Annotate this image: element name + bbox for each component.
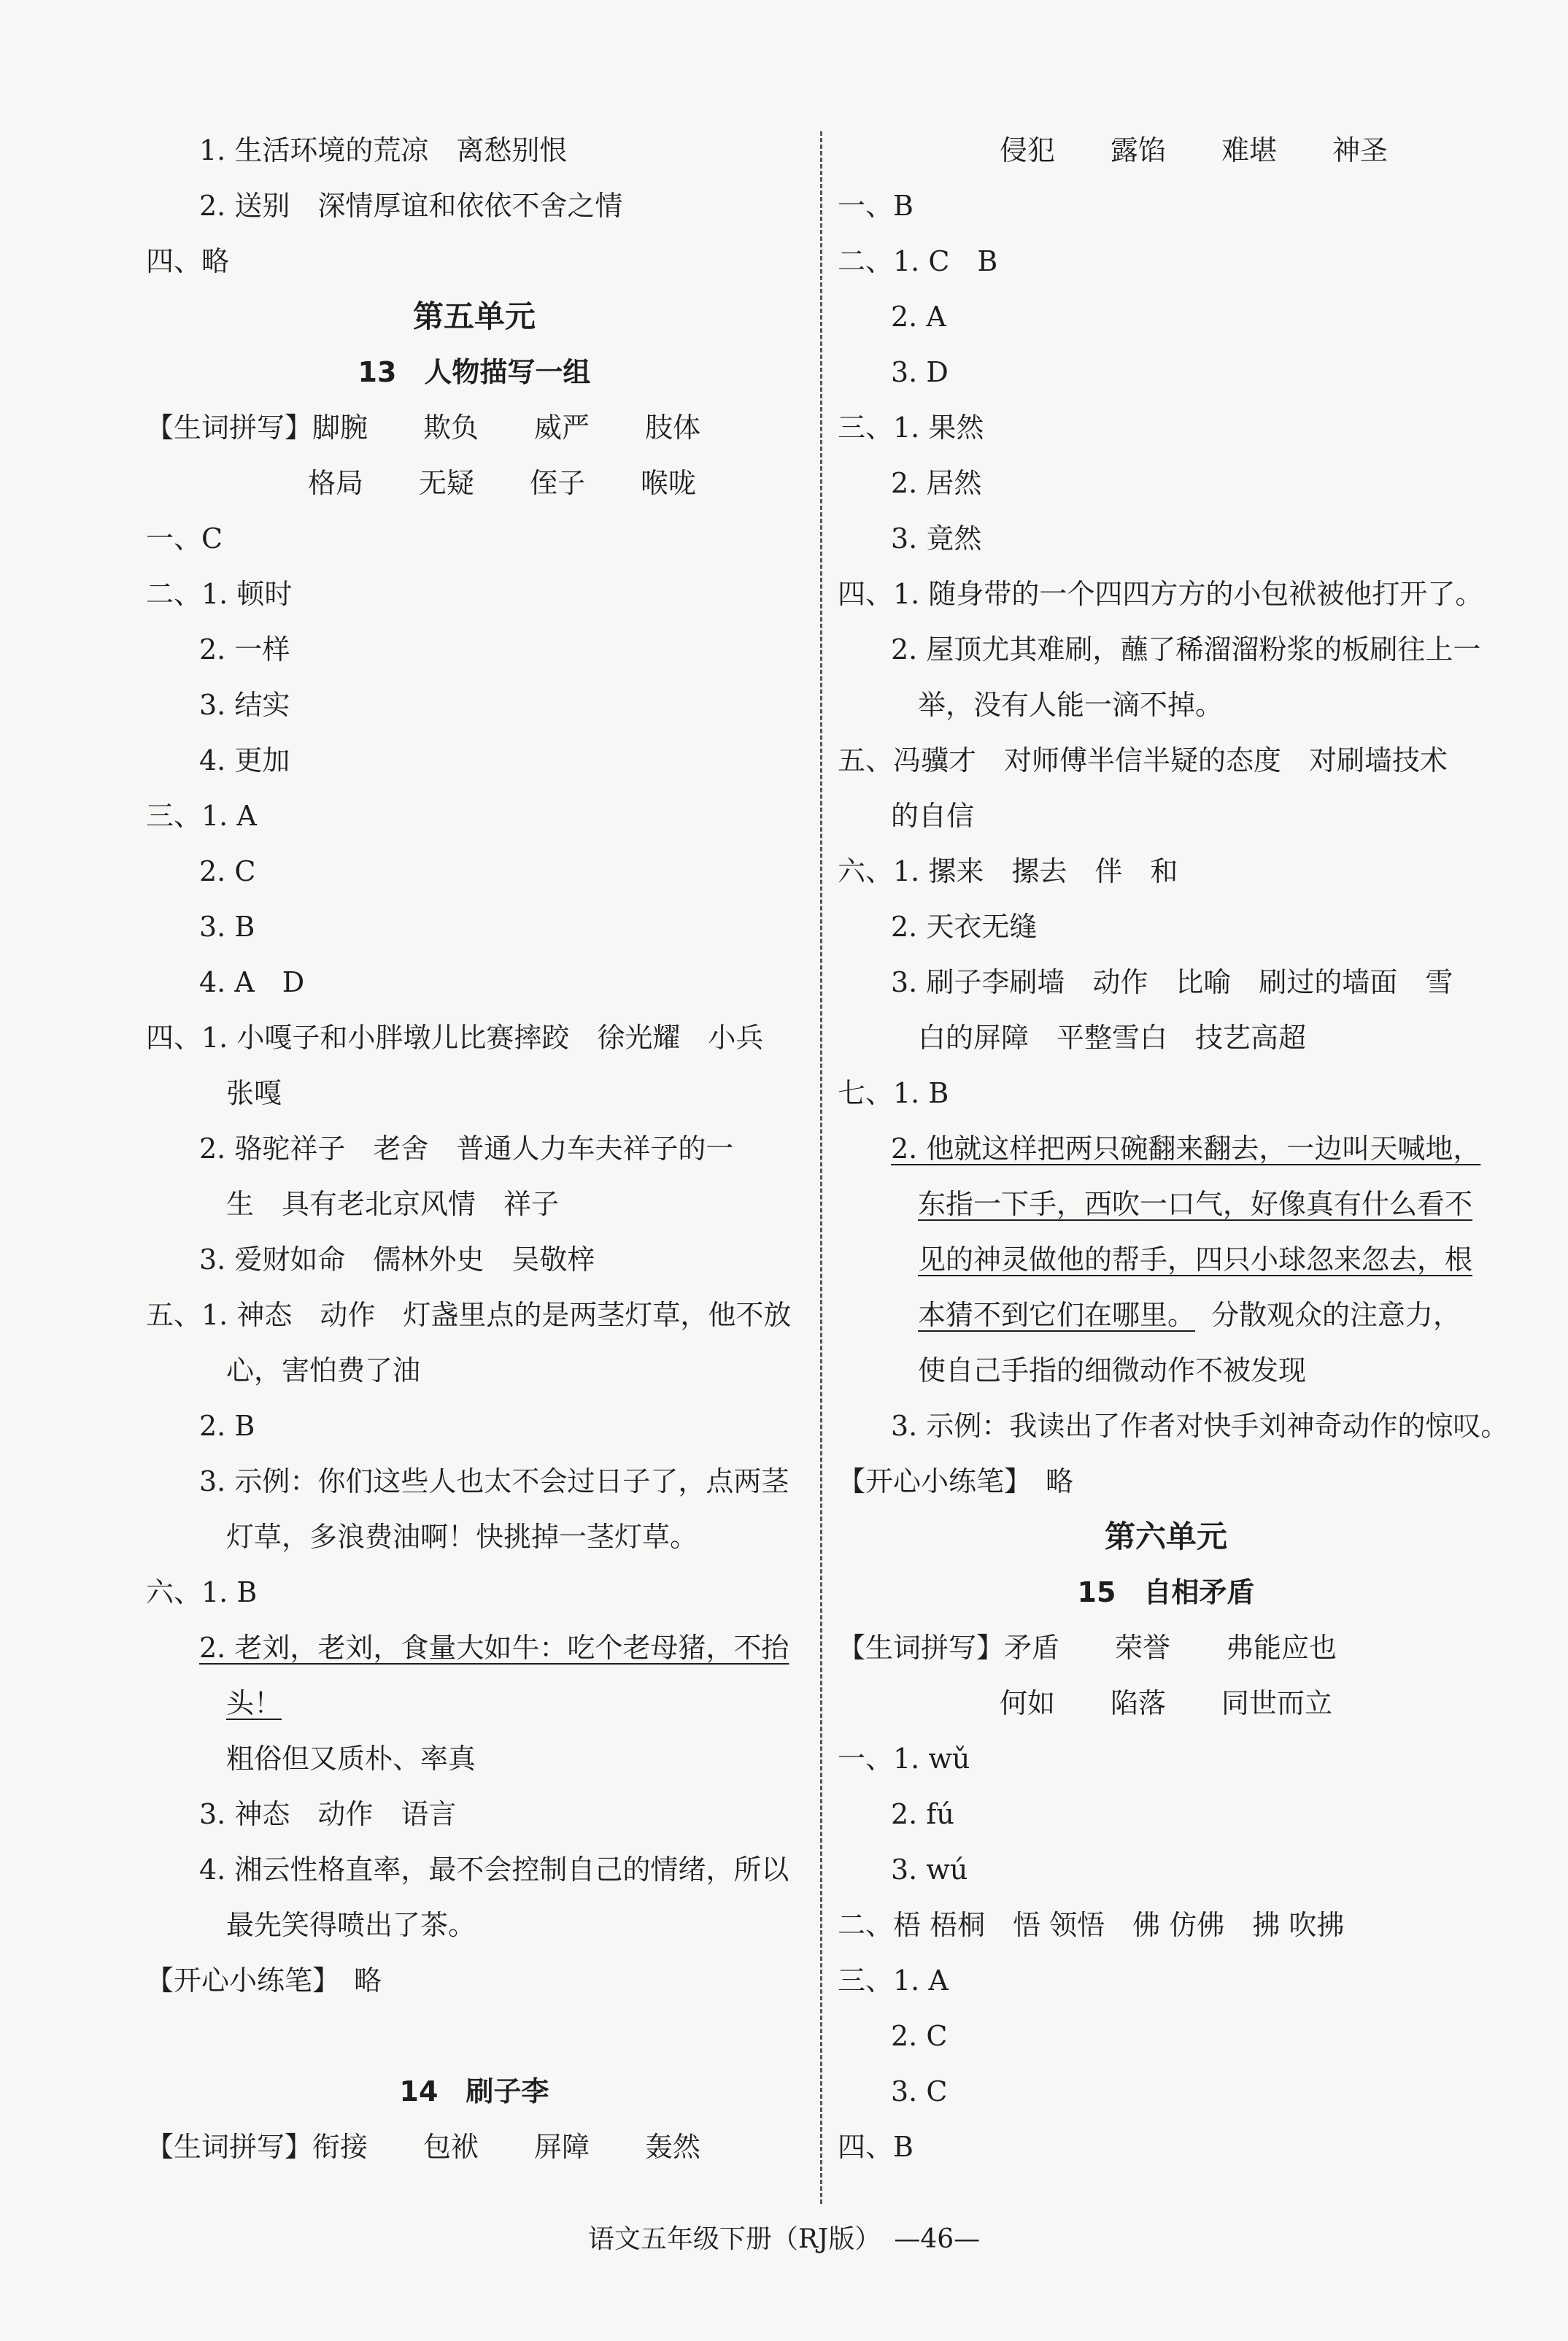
- answer-line: 五、冯骥才 对师傅半信半疑的态度 对刷墙技术: [838, 744, 1448, 776]
- answer-line: 举，没有人能一滴不掉。: [918, 689, 1224, 721]
- answer-line: 【开心小练笔】 略: [146, 1964, 382, 1997]
- answer-line: 1. 生活环境的荒凉 离愁别恨: [199, 134, 568, 166]
- lesson-heading: 13 人物描写一组: [358, 356, 591, 388]
- answer-line: 【生词拼写】衔接 包袱 屏障 轰然: [146, 2131, 701, 2163]
- answer-line: 3. 神态 动作 语言: [199, 1798, 457, 1830]
- answer-line: 3. 刷子李刷墙 动作 比喻 刷过的墙面 雪: [891, 966, 1453, 998]
- answer-line: 二、1. C B: [838, 245, 998, 277]
- lesson-heading: 15 自相矛盾: [1077, 1576, 1255, 1608]
- answer-line: 心，害怕费了油: [226, 1354, 421, 1387]
- answer-line: 灯草，多浪费油啊！快挑掉一茎灯草。: [226, 1521, 698, 1553]
- answer-line: 3. 结实: [199, 689, 290, 721]
- underlined-answer: 见的神灵做他的帮手，四只小球忽来忽去，根: [918, 1243, 1473, 1276]
- answer-line: 一、B: [838, 190, 914, 222]
- answer-line: 四、1. 随身带的一个四四方方的小包袱被他打开了。: [838, 578, 1483, 610]
- page-footer: 语文五年级下册（RJ版） —46—: [587, 2224, 981, 2254]
- answer-line: 三、1. 果然: [838, 412, 984, 444]
- answer-line: 2. C: [199, 855, 256, 887]
- column-divider: [820, 131, 822, 2204]
- unit-heading: 第五单元: [412, 298, 536, 334]
- answer-line: 2. 骆驼祥子 老舍 普通人力车夫祥子的一: [199, 1133, 734, 1165]
- answer-line: 3. D: [891, 356, 949, 388]
- answer-line: 何如 陷落 同世而立: [1000, 1687, 1333, 1719]
- underlined-answer: 2. 老刘，老刘，食量大如牛：吃个老母猪，不抬: [199, 1632, 789, 1664]
- answer-line: 【生词拼写】脚腕 欺负 威严 肢体: [146, 412, 701, 444]
- answer-line: 白的屏障 平整雪白 技艺高超: [918, 1022, 1307, 1054]
- answer-line: 生 具有老北京风情 祥子: [226, 1188, 560, 1220]
- answer-line: 四、1. 小嘎子和小胖墩儿比赛摔跤 徐光耀 小兵: [146, 1022, 764, 1054]
- answer-line: 2. B: [199, 1410, 255, 1442]
- answer-line: 张嘎: [226, 1077, 282, 1109]
- answer-line: 3. C: [891, 2075, 948, 2107]
- answer-line: 的自信: [891, 800, 975, 832]
- answer-line: 4. 更加: [199, 744, 290, 776]
- answer-line: 侵犯 露馅 难堪 神圣: [1000, 134, 1389, 166]
- answer-line: 四、B: [838, 2131, 914, 2163]
- answer-line: 三、1. A: [838, 1964, 949, 1997]
- answer-line: 2. 屋顶尤其难刷，蘸了稀溜溜粉浆的板刷往上一: [891, 633, 1481, 666]
- answer-line: 3. 竟然: [891, 522, 982, 555]
- answer-line: 3. 示例：我读出了作者对快手刘神奇动作的惊叹。: [891, 1410, 1509, 1442]
- answer-line: 六、1. 摞来 摞去 伴 和: [838, 855, 1178, 887]
- answer-line: 3. 爱财如命 儒林外史 吴敬梓: [199, 1243, 595, 1276]
- answer-line: 3. B: [199, 911, 255, 943]
- answer-line: 2. A: [891, 301, 946, 333]
- answer-line: 二、梧 梧桐 悟 领悟 佛 仿佛 拂 吹拂: [838, 1909, 1345, 1941]
- answer-line: 三、1. A: [146, 800, 257, 832]
- answer-line: 【开心小练笔】 略: [838, 1465, 1074, 1497]
- answer-line: 七、1. B: [838, 1077, 949, 1109]
- answer-line: 使自己手指的细微动作不被发现: [918, 1354, 1307, 1387]
- lesson-heading: 14 刷子李: [399, 2075, 549, 2107]
- underlined-answer: 头！: [226, 1687, 282, 1719]
- answer-line: 2. 送别 深情厚谊和依依不舍之情: [199, 190, 623, 222]
- answer-line: 一、1. wǔ: [838, 1743, 970, 1775]
- answer-line: 四、略: [146, 245, 230, 277]
- answer-line: 2. 天衣无缝: [891, 911, 1038, 943]
- answer-line: 最先笑得喷出了茶。: [226, 1909, 476, 1941]
- underlined-answer: 本猜不到它们在哪里。: [918, 1299, 1196, 1331]
- answer-line: 2. 居然: [891, 467, 982, 499]
- answer-line: 3. wú: [891, 1854, 968, 1886]
- answer-line: 格局 无疑 侄子 喉咙: [308, 467, 697, 499]
- answer-line: 4. A D: [199, 966, 305, 998]
- underlined-answer: 2. 他就这样把两只碗翻来翻去，一边叫天喊地，: [891, 1133, 1481, 1165]
- answer-line: 2. C: [891, 2020, 948, 2052]
- answer-line: 粗俗但又质朴、率真: [226, 1743, 476, 1775]
- answer-line: 4. 湘云性格直率，最不会控制自己的情绪，所以: [199, 1854, 789, 1886]
- answer-line: 一、C: [146, 522, 223, 555]
- answer-line: 六、1. B: [146, 1576, 258, 1608]
- answer-line: 2. fú: [891, 1798, 954, 1830]
- answer-line: 【生词拼写】矛盾 荣誉 弗能应也: [838, 1632, 1337, 1664]
- answer-line: 二、1. 顿时: [146, 578, 293, 610]
- unit-heading: 第六单元: [1104, 1519, 1227, 1554]
- answer-line: 分散观众的注意力，: [1211, 1299, 1461, 1331]
- answer-line: 五、1. 神态 动作 灯盏里点的是两茎灯草，他不放: [146, 1299, 792, 1331]
- underlined-answer: 东指一下手，西吹一口气，好像真有什么看不: [918, 1188, 1473, 1220]
- answer-line: 3. 示例：你们这些人也太不会过日子了，点两茎: [199, 1465, 789, 1497]
- answer-line: 2. 一样: [199, 633, 290, 666]
